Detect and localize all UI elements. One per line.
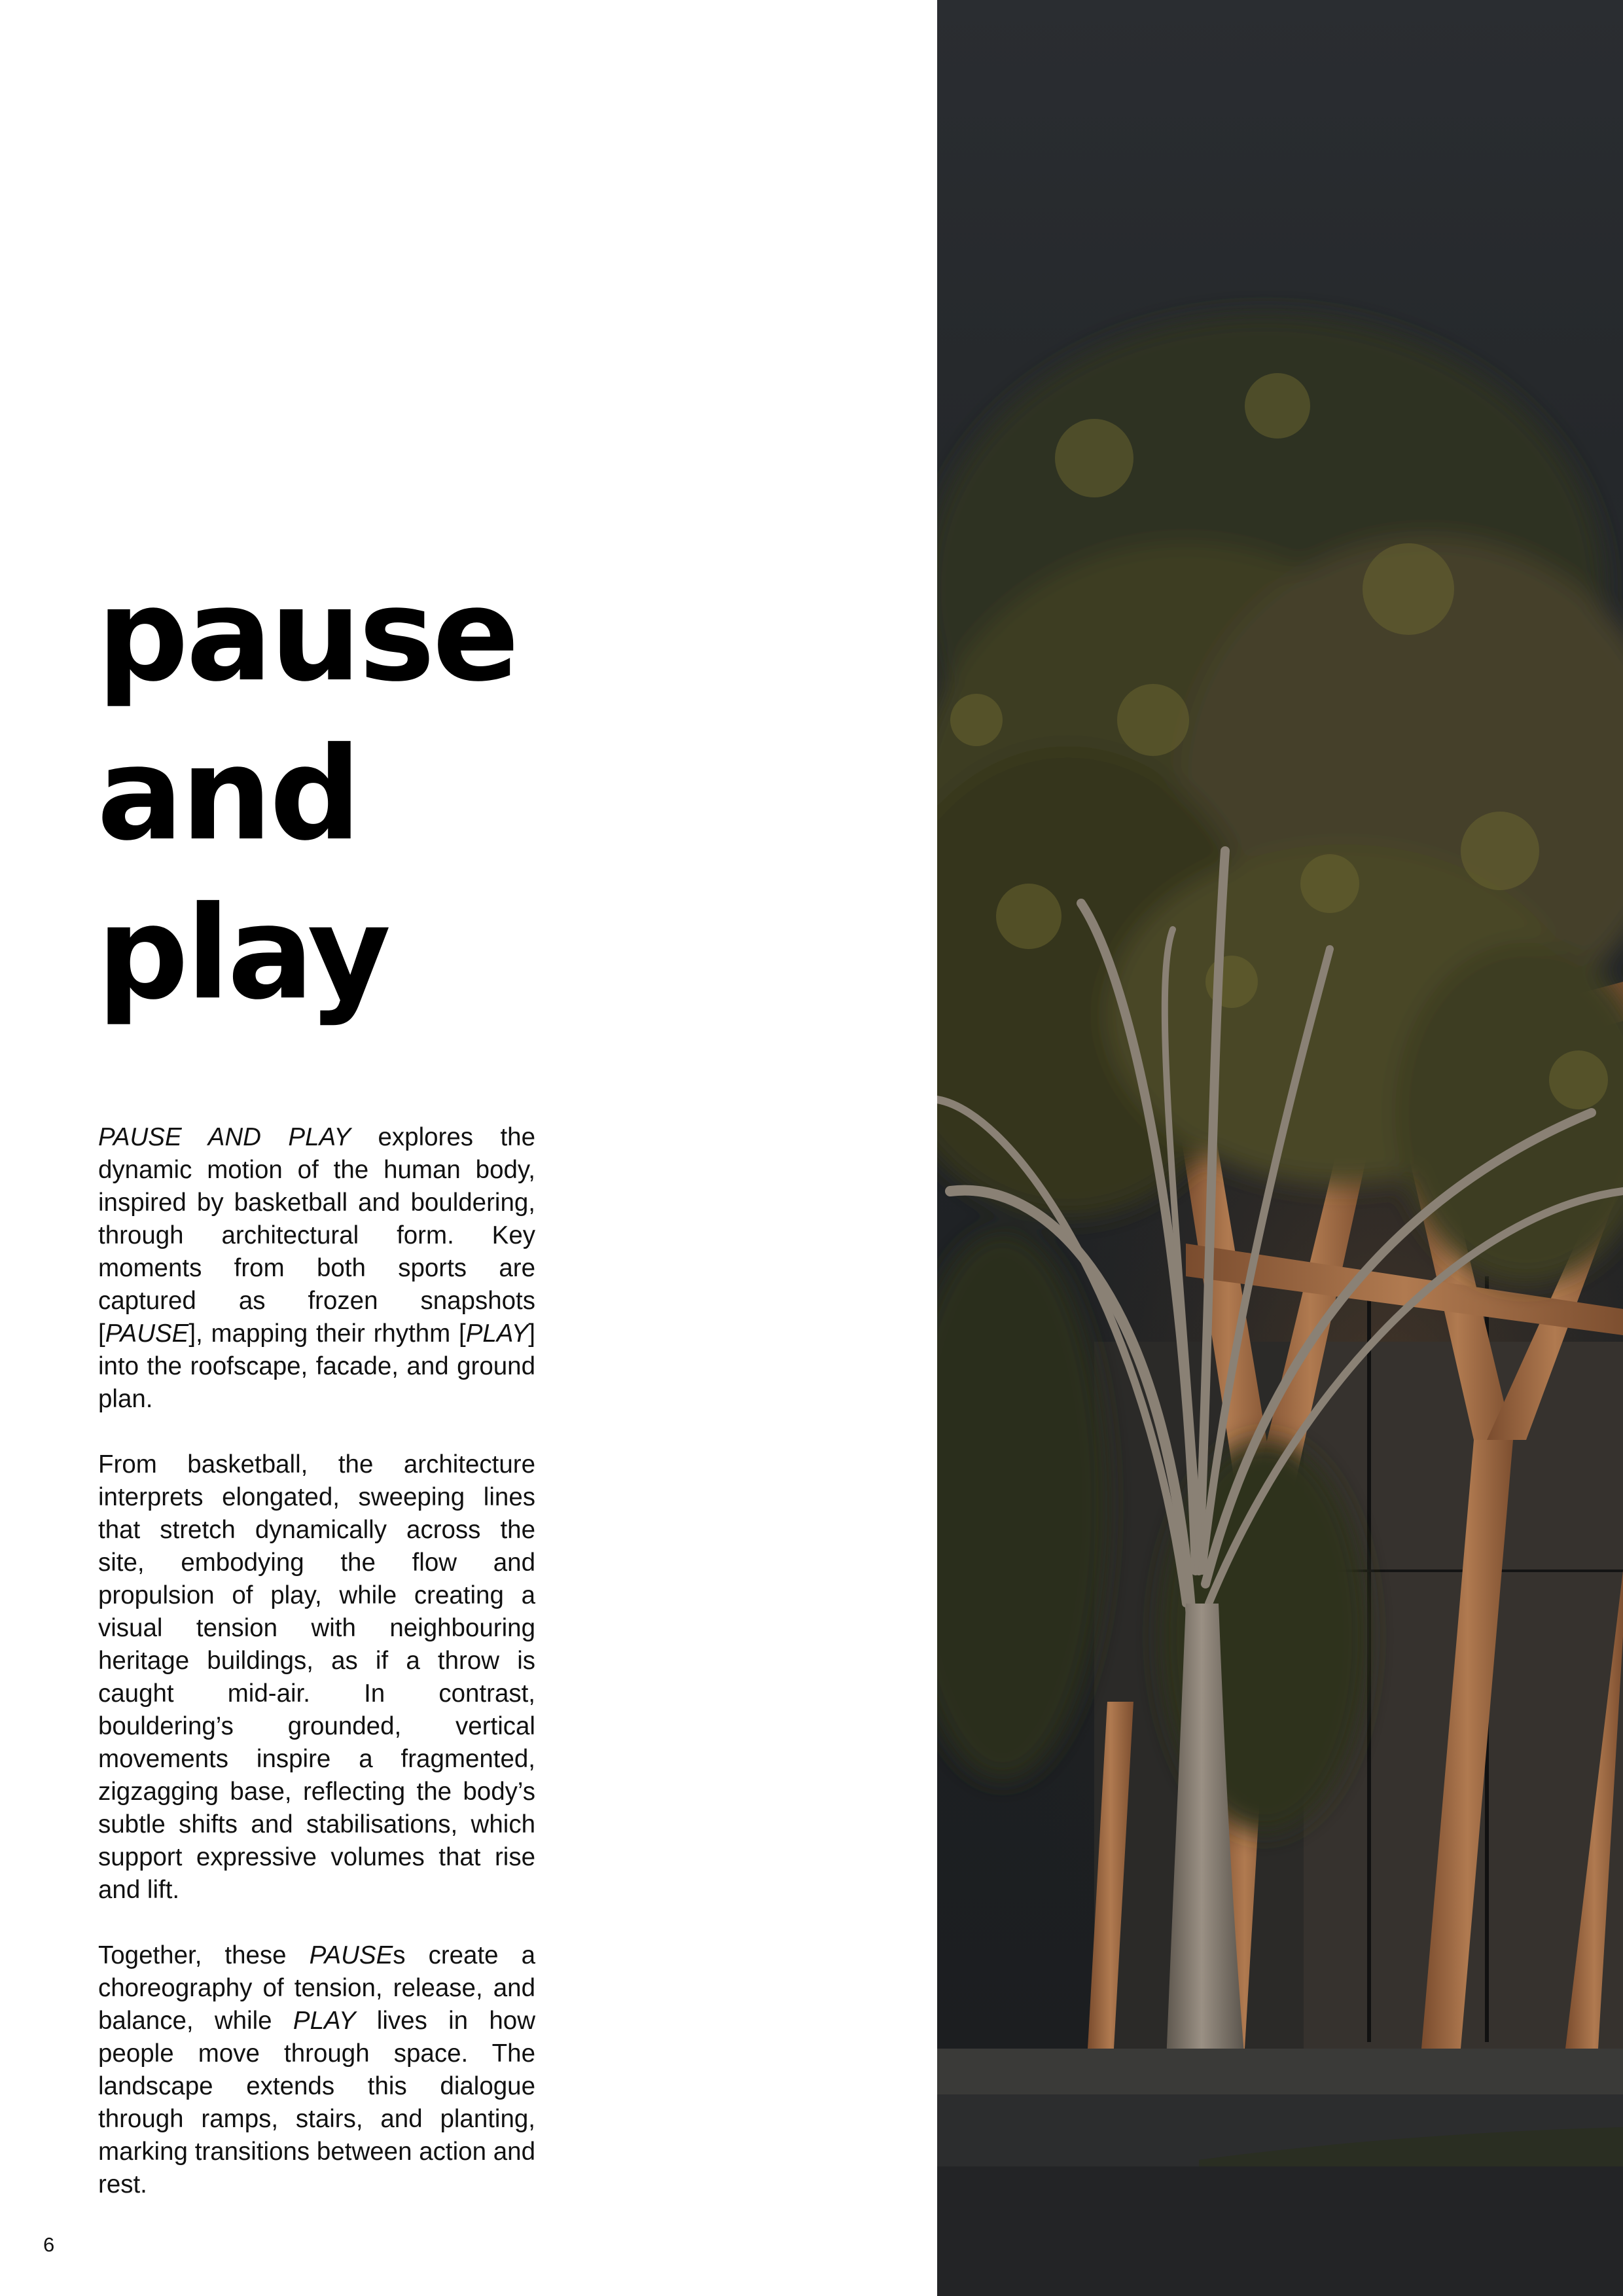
paragraph-3-text-c: lives in how people move through space. The landscape extends this dialogue through ramps, stairs, and planting, marking transitions between action and rest.	[98, 2007, 536, 2198]
ground	[937, 2166, 1623, 2296]
paragraph-3-text-a: Together, these	[98, 1941, 310, 1969]
title-line-and: and	[97, 720, 359, 869]
paragraph-1-text-b: ], mapping their rhythm [	[188, 1319, 466, 1348]
page-title	[97, 556, 517, 1033]
title-line-play: play	[97, 879, 389, 1028]
paragraph-3	[98, 1939, 535, 2201]
play-emphasis-2: PLAY	[293, 2007, 356, 2035]
night-render-photo	[937, 0, 1623, 2296]
paragraph-2: From basketball, the architecture interprets elongated, sweeping lines that stretch dynamically across the site, embodying the flow and propulsion of play, while creating a visual tension with neighbouring heritage buildings, as if a throw is caught mid-air. In contrast, bouldering’s grounded, vertical movements inspire a fragmented, zigzagging base, reflecting the body’s subtle shifts and stabilisations, which support expressive volumes that rise and lift.	[98, 1450, 535, 1904]
lead-emphasis: PAUSE AND PLAY	[98, 1123, 351, 1151]
title-line-pause: pause	[97, 561, 517, 710]
paragraph-1	[98, 1121, 535, 1416]
body-copy	[98, 1121, 535, 2234]
paragraph-1-text-c: ] into the roofscape, facade, and ground plan.	[98, 1319, 535, 1413]
tree-and-timber-structure-illustration	[937, 0, 1623, 2296]
paragraph-3-text-b: s create a choreography of tension, release, and balance, while	[98, 1941, 535, 2035]
pause-emphasis: PAUSE	[105, 1319, 189, 1348]
play-emphasis: PLAY	[465, 1319, 529, 1348]
terrace	[937, 2049, 1623, 2094]
page-number: 6	[43, 2233, 55, 2256]
pauses-emphasis: PAUSE	[309, 1941, 393, 1969]
paragraph-1-text-a: explores the dynamic motion of the human body, inspired by basketball and bouldering, through architectural form. Key moments from both sports are captured as frozen snapshots [	[98, 1123, 535, 1348]
